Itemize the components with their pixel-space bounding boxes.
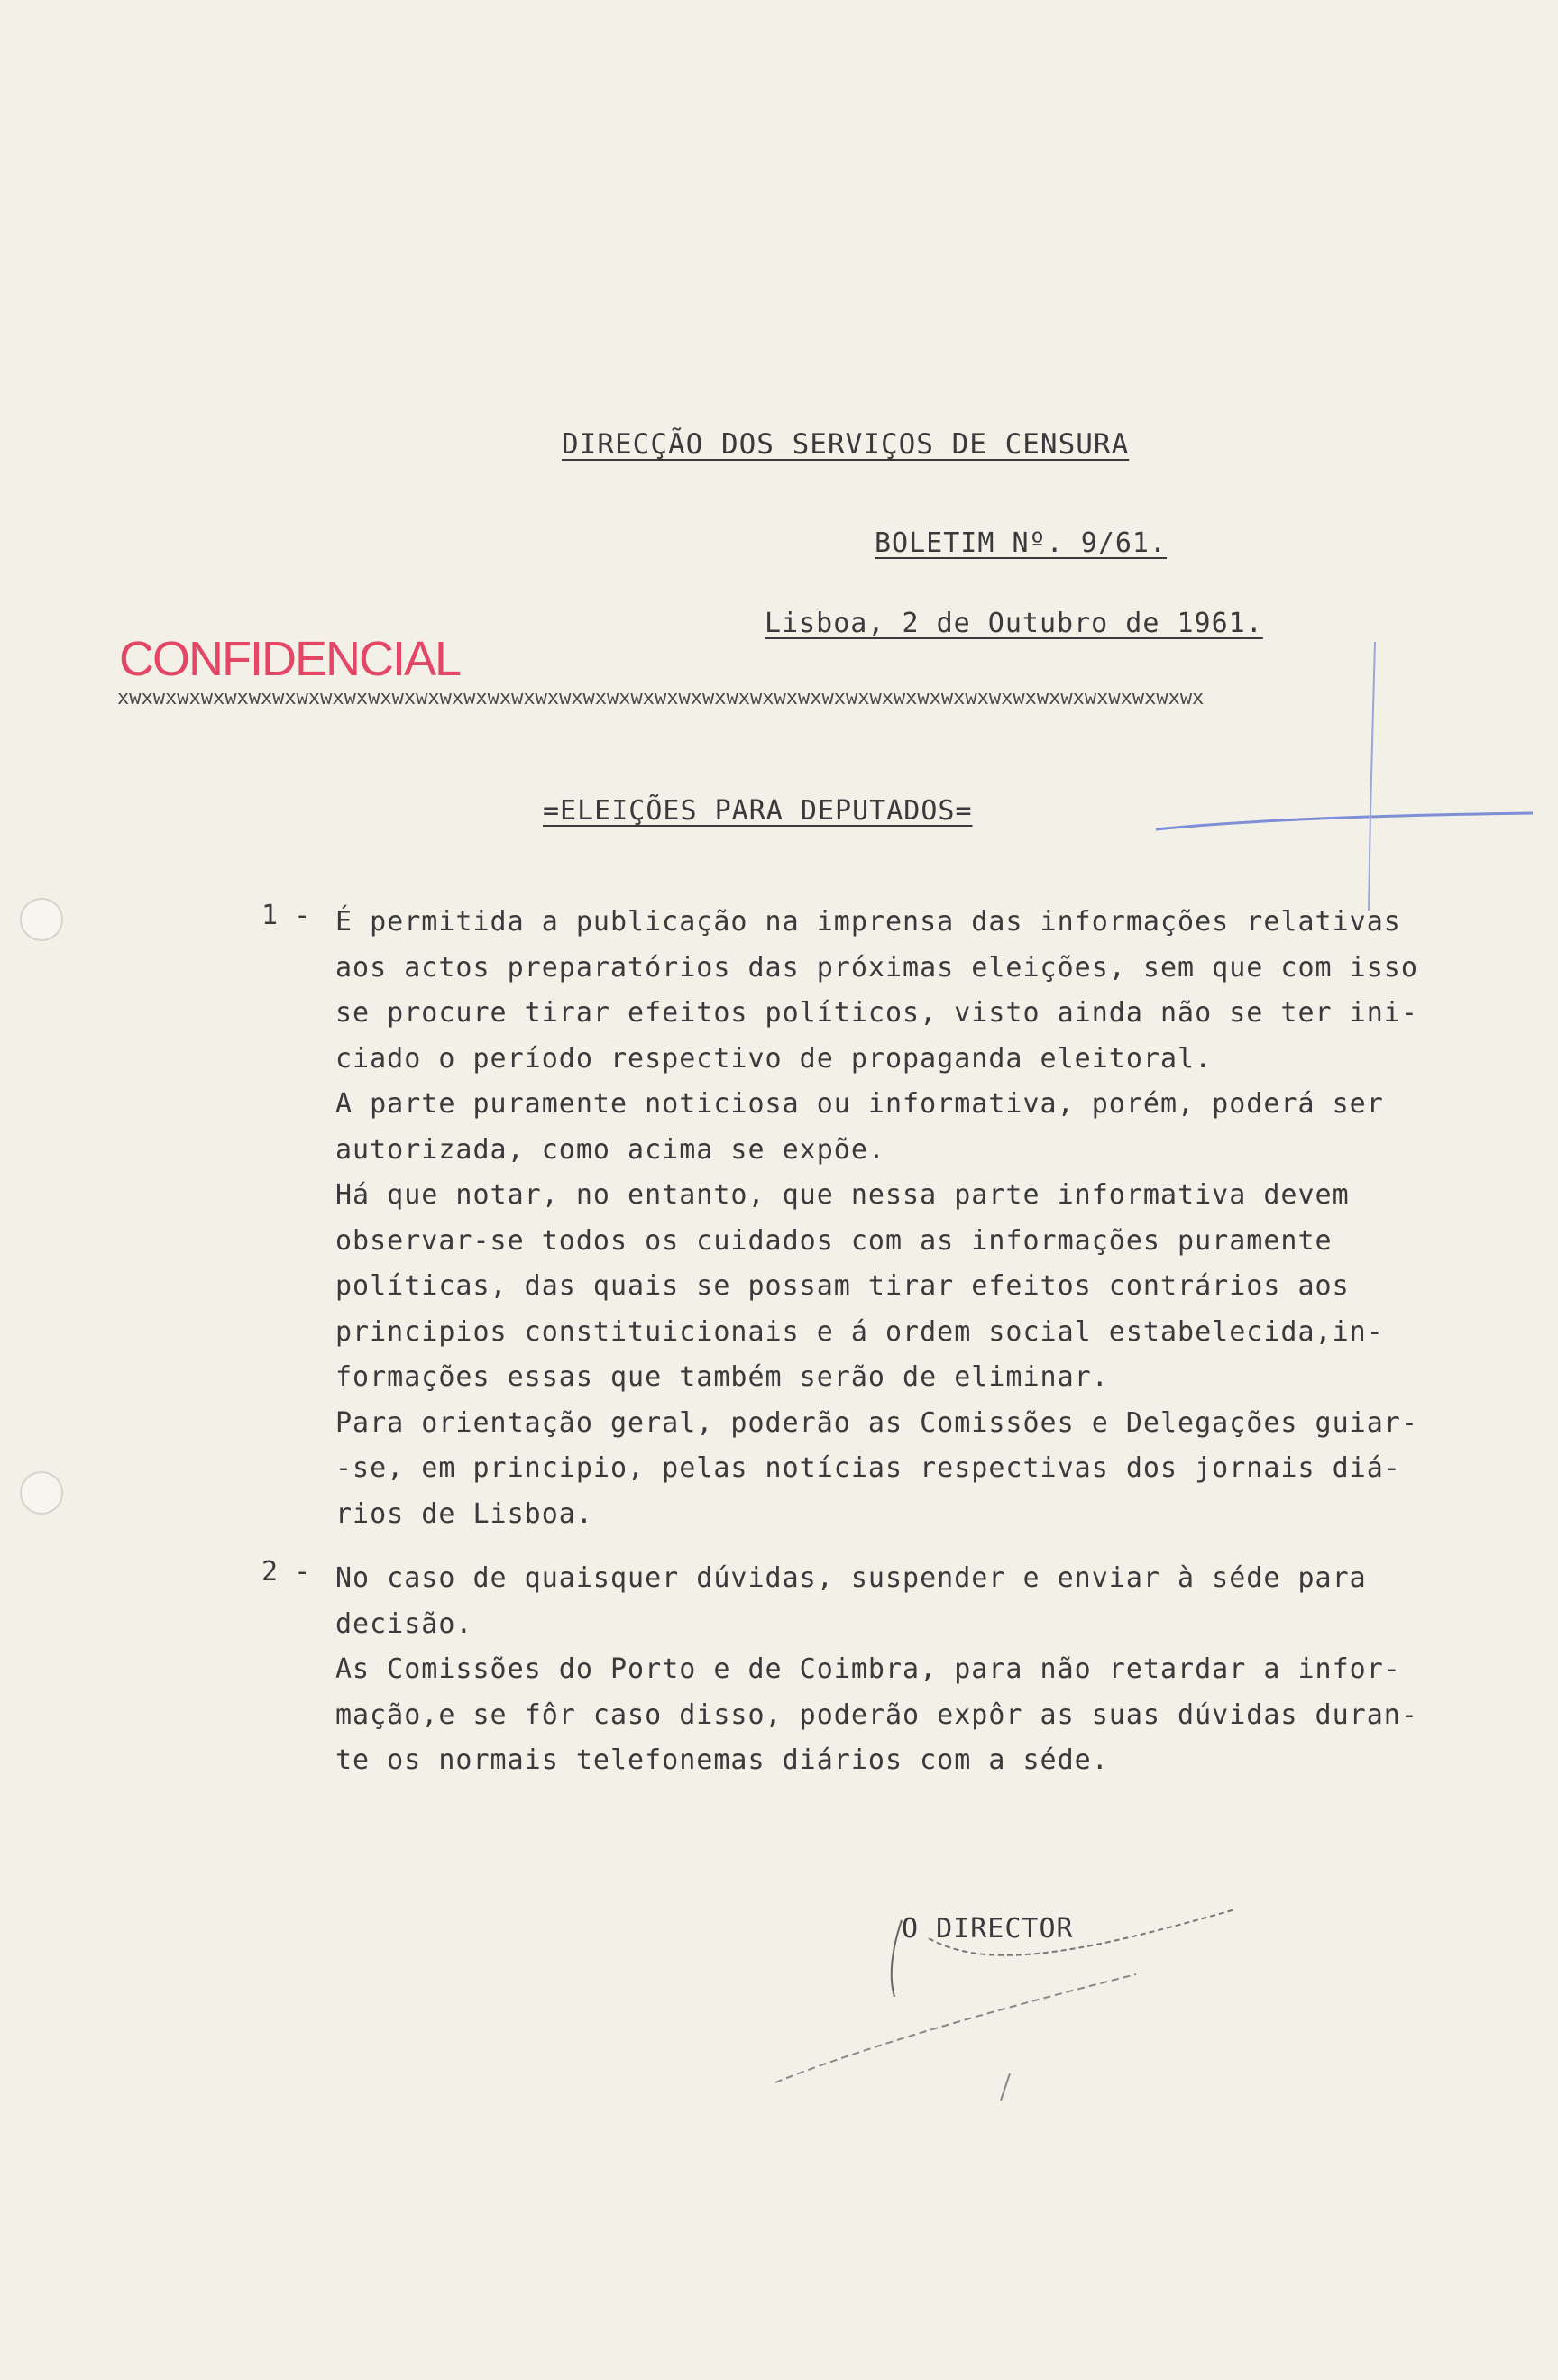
punch-hole [20, 898, 63, 941]
text-line: principios constituicionais e á ordem social estabelecida,in- [335, 1315, 1384, 1348]
signature-scribble [892, 1920, 902, 1997]
text-line: te os normais telefonemas diários com a séde. [335, 1744, 1109, 1776]
text-line: As Comissões do Porto e de Coimbra, para não retardar a infor- [335, 1653, 1401, 1685]
section-title: =ELEIÇÕES PARA DEPUTADOS= [543, 795, 973, 827]
text-line: É permitida a publicação na imprensa das informações relativas [335, 906, 1401, 938]
text-line: ciado o período respectivo de propaganda eleitoral. [335, 1042, 1213, 1075]
blue-pen-stroke [1369, 642, 1375, 911]
text-line: aos actos preparatórios das próximas eleições, sem que com isso [335, 951, 1418, 984]
text-line: mação,e se fôr caso disso, poderão expôr as suas dúvidas duran- [335, 1698, 1418, 1731]
signature-title: O DIRECTOR [902, 1913, 1074, 1945]
date-line: Lisboa, 2 de Outubro de 1961. [765, 608, 1263, 639]
text-line: observar-se todos os cuidados com as informações puramente [335, 1224, 1333, 1257]
text-line: Para orientação geral, poderão as Comissões e Delegações guiar- [335, 1406, 1418, 1439]
text-line: No caso de quaisquer dúvidas, suspender e enviar à séde para [335, 1562, 1367, 1594]
separator-line: xwxwxwxwxwxwxwxwxwxwxwxwxwxwxwxwxwxwxwxwxwxwxwxwxwxwxwxwxwxwxwxwxwxwxwxwxwxwxwxwxwxwxwxwxwx [117, 687, 1205, 709]
text-line: autorizada, como acima se expõe. [335, 1133, 885, 1166]
text-line: se procure tirar efeitos políticos, visto ainda não se ter ini- [335, 997, 1418, 1029]
text-line: Há que notar, no entanto, que nessa parte informativa devem [335, 1179, 1350, 1211]
signature-scribble [775, 1974, 1136, 2082]
text-line: A parte puramente noticiosa ou informativa, porém, poderá ser [335, 1088, 1384, 1120]
text-line: políticas, das quais se possam tirar efeitos contrários aos [335, 1270, 1350, 1302]
item-number: 1 - [261, 900, 311, 931]
item-paragraph-1 [335, 900, 1517, 1537]
text-line: formações essas que também serão de eliminar. [335, 1361, 1109, 1393]
text-line: decisão. [335, 1607, 473, 1640]
punch-hole [20, 1471, 63, 1515]
department-heading: DIRECÇÃO DOS SERVIÇOS DE CENSURA [562, 428, 1130, 461]
bulletin-number: BOLETIM Nº. 9/61. [875, 527, 1168, 559]
item-number: 2 - [261, 1556, 311, 1588]
item-paragraph-2 [335, 1556, 1517, 1784]
signature-scribble [1001, 2073, 1010, 2101]
text-line: -se, em principio, pelas notícias respectivas dos jornais diá- [335, 1452, 1401, 1484]
confidential-stamp: CONFIDENCIAL [119, 632, 461, 686]
blue-pen-stroke [1156, 813, 1533, 829]
text-line: rios de Lisboa. [335, 1497, 593, 1530]
